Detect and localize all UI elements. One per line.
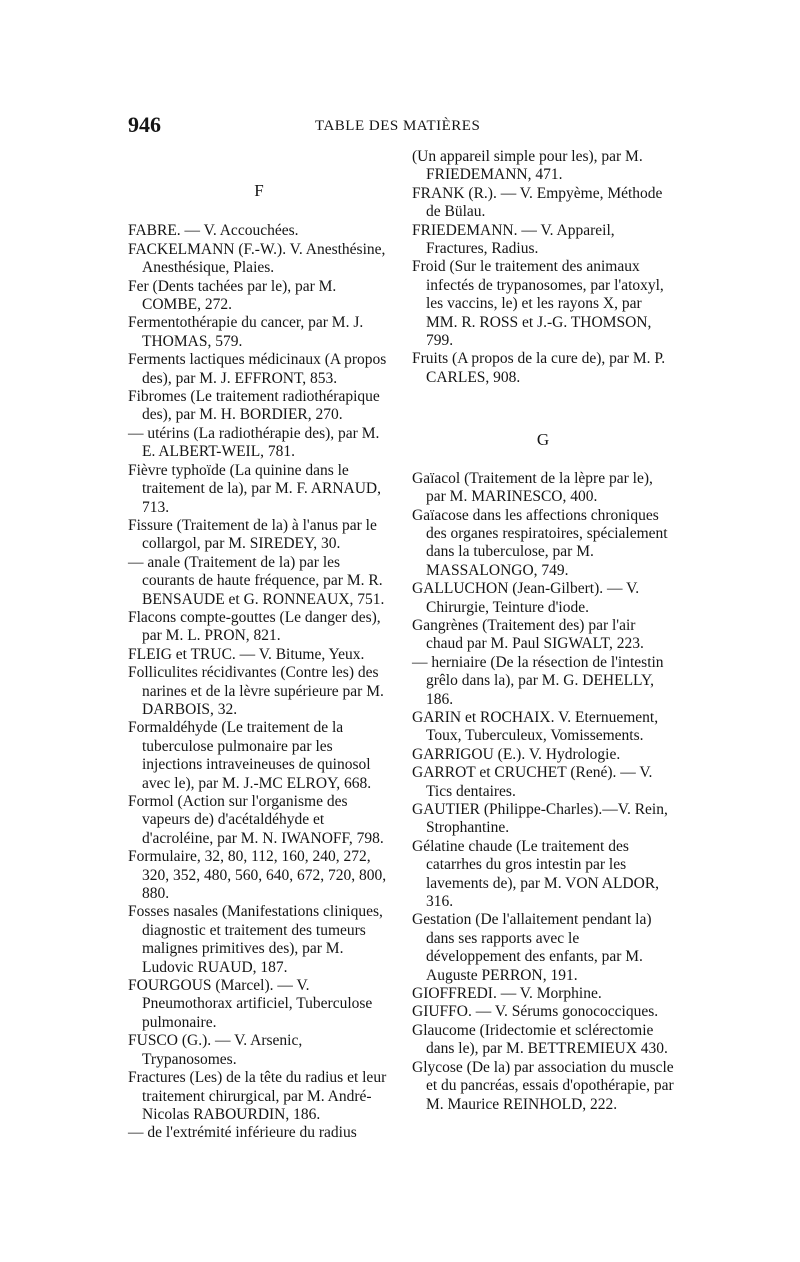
- index-entry: GAUTIER (Philippe-Charles).—V. Rein, Strophantine.: [412, 801, 668, 837]
- index-entry: GARROT et CRUCHET (René). — V. Tics dentaires.: [412, 764, 653, 800]
- index-entry: Gangrènes (Traitement des) par l'air chaud par M. Paul SIGWALT, 223.: [412, 616, 644, 653]
- index-entry: Formol (Action sur l'organisme des vapeurs de) d'acétaldéhyde et d'acroléine, par M. N. IWANOFF, 798.: [128, 793, 384, 847]
- section-letter-g: G: [536, 430, 550, 450]
- index-entry: Fractures (Les) de la tête du radius et leur traitement chirurgical, par M. André-Nicolas RABOURDIN, 186.: [128, 1069, 387, 1123]
- index-entry-list: [412, 470, 674, 1114]
- index-entry: FRANK (R.). — V. Empyème, Méthode de Bülau.: [412, 184, 663, 221]
- index-entry: Flacons compte-gouttes (Le danger des), par M. L. PRON, 821.: [128, 608, 381, 645]
- index-entry: GIUFFO. — V. Sérums gonococciques.: [412, 1003, 659, 1021]
- index-entry: Fissure (Traitement de la) à l'anus par le collargol, par M. SIREDEY, 30.: [128, 516, 377, 553]
- index-entry: Folliculites récidivantes (Contre les) des narines et de la lèvre supérieure par M. DARBOIS, 32.: [128, 664, 384, 718]
- index-entry: FRIEDEMANN. — V. Appareil, Fractures, Radius.: [412, 221, 615, 258]
- index-entry: Fièvre typhoïde (La quinine dans le traitement de la), par M. F. ARNAUD, 713.: [128, 461, 381, 516]
- right-column: [412, 148, 674, 1114]
- index-entry: GIOFFREDI. — V. Morphine.: [412, 985, 602, 1003]
- index-entry: — herniaire (De la résection de l'intestin grêlo dans la), par M. G. DEHELLY, 186.: [412, 653, 664, 708]
- index-entry: GARRIGOU (E.). V. Hydrologie.: [412, 745, 621, 763]
- index-entry: Fibromes (Le traitement radiothérapique des), par M. H. BORDIER, 270.: [128, 388, 380, 424]
- index-entry: Gélatine chaude (Le traitement des catarrhes du gros intestin par les lavements de), par M. VON ALDOR, 316.: [412, 837, 660, 911]
- index-entry: FABRE. — V. Accouchées.: [128, 222, 299, 240]
- index-entry: GALLUCHON (Jean-Gilbert). — V. Chirurgie, Teinture d'iode.: [412, 580, 640, 616]
- index-entry: Formaldéhyde (Le traitement de la tuberculose pulmonaire par les injections intraveineuses de quinosol avec le), par M. J.-MC ELROY, 668.: [128, 719, 372, 792]
- left-column: [128, 148, 390, 1143]
- page-number: 946: [128, 112, 161, 137]
- index-entry: FOURGOUS (Marcel). — V. Pneumothorax artificiel, Tuberculose pulmonaire.: [128, 977, 373, 1031]
- index-entry: — utérins (La radiothérapie des), par M. E. ALBERT-WEIL, 781.: [128, 424, 380, 461]
- index-entry: Gestation (De l'allaitement pendant la) dans ses rapports avec le développement des enfants, par M. Auguste PERRON, 191.: [412, 911, 652, 984]
- section-letter-f: F: [254, 181, 264, 200]
- index-entry: Fruits (A propos de la cure de), par M. P. CARLES, 908.: [412, 350, 666, 386]
- index-entry: FACKELMANN (F.-W.). V. Anesthésine, Anesthésique, Plaies.: [128, 240, 386, 277]
- index-entry: Formulaire, 32, 80, 112, 160, 240, 272, 320, 352, 480, 560, 640, 672, 720, 800, 880.: [128, 848, 387, 903]
- index-entry: — anale (Traitement de la) par les courants de haute fréquence, par M. R. BENSAUDE et G. RONNEAUX, 751.: [128, 553, 385, 608]
- index-entry: (Un appareil simple pour les), par M. FRIEDEMANN, 471.: [412, 148, 643, 184]
- index-entry: Glycose (De la) par association du muscle et du pancréas, essais d'opothérapie, par M. Maurice REINHOLD, 222.: [412, 1058, 674, 1113]
- running-head: TABLE DES MATIÈRES: [315, 118, 481, 134]
- index-entry: Fer (Dents tachées par le), par M. COMBE, 272.: [128, 277, 337, 314]
- index-entry: Froid (Sur le traitement des animaux infectés de trypanosomes, par l'atoxyl, les vaccins, le) et les rayons X, par MM. R. ROSS et J.-G. THOMSON, 799.: [412, 258, 664, 350]
- continuation-entry-list: [412, 148, 674, 387]
- index-entry: FLEIG et TRUC. — V. Bitume, Yeux.: [128, 645, 365, 663]
- index-entry: Fosses nasales (Manifestations cliniques, diagnostic et traitement des tumeurs malignes primitives des), par M. Ludovic RUAUD, 187.: [128, 903, 383, 976]
- index-entry: Gaïacose dans les affections chroniques des organes respiratoires, spécialement dans la tuberculose, par M. MASSALONGO, 749.: [412, 506, 668, 579]
- index-entry-list: [128, 222, 390, 1142]
- index-entry: — de l'extrémité inférieure du radius: [128, 1124, 357, 1142]
- index-entry: GARIN et ROCHAIX. V. Eternuement, Toux, Tuberculeux, Vomissements.: [412, 708, 659, 745]
- index-entry: Gaïacol (Traitement de la lèpre par le), par M. MARINESCO, 400.: [412, 469, 653, 506]
- index-entry: Ferments lactiques médicinaux (A propos des), par M. J. EFFRONT, 853.: [128, 351, 387, 387]
- index-entry: Fermentothérapie du cancer, par M. J. THOMAS, 579.: [128, 314, 364, 350]
- index-entry: FUSCO (G.). — V. Arsenic, Trypanosomes.: [128, 1032, 303, 1068]
- index-entry: Glaucome (Iridectomie et sclérectomie dans le), par M. BETTREMIEUX 430.: [412, 1021, 668, 1058]
